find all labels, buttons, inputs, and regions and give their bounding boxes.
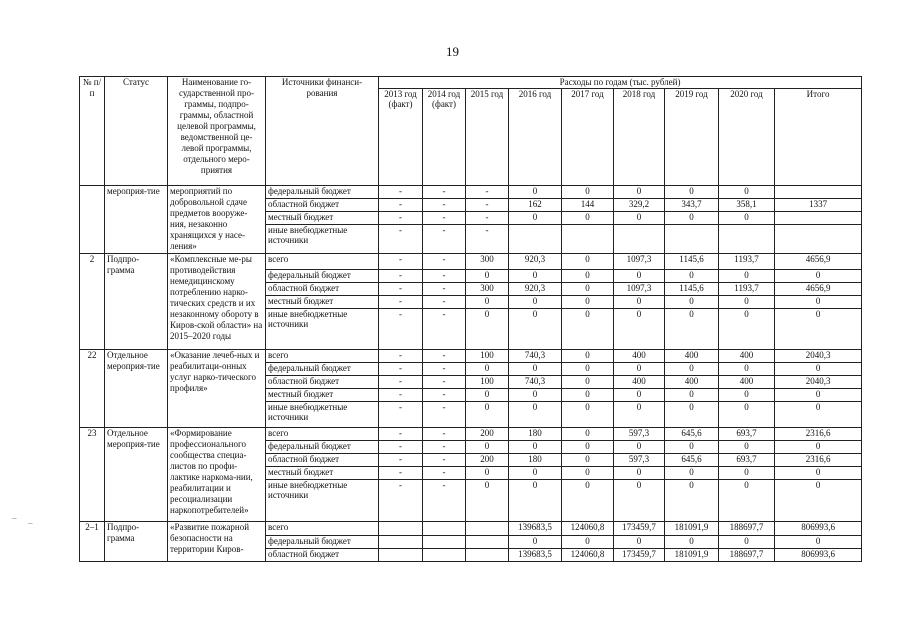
row-value: 400 [665, 349, 719, 362]
row-value: - [379, 282, 423, 295]
row-total: 2316,6 [775, 453, 862, 466]
row-value [614, 224, 665, 253]
row-value: - [379, 349, 423, 362]
row-value: 0 [665, 535, 719, 548]
row-value [379, 548, 423, 561]
row-value [665, 224, 719, 253]
row-num: 2 [80, 253, 105, 349]
row-value: 0 [562, 535, 614, 548]
row-value: 139683,5 [509, 548, 562, 561]
row-value: 1097,3 [614, 282, 665, 295]
row-value [466, 521, 509, 535]
row-value: 0 [719, 211, 775, 224]
row-value: 180 [509, 453, 562, 466]
budget-table [79, 76, 862, 562]
table-row [80, 349, 862, 362]
row-value: 139683,5 [509, 521, 562, 535]
row-value: 645,6 [665, 427, 719, 440]
table-row [80, 521, 862, 535]
row-value: - [423, 479, 466, 521]
row-value: 0 [466, 308, 509, 349]
row-value: - [423, 282, 466, 295]
row-total: 0 [775, 479, 862, 521]
row-source: всего [266, 427, 379, 440]
row-total: 806993,6 [775, 521, 862, 535]
row-value: 181091,9 [665, 521, 719, 535]
row-name: «Комплексные ме-ры противодействия немедицинскому потреблению нарко-тических средств и их незаконному обороту в Киров-ской области» на 2015–2020 годы [168, 253, 266, 349]
row-total: 0 [775, 388, 862, 401]
row-value: - [423, 427, 466, 440]
row-status: Отдельное мероприя-тие [105, 427, 168, 521]
row-value: - [379, 253, 423, 269]
row-value: 597,3 [614, 427, 665, 440]
row-value: - [423, 349, 466, 362]
row-source: областной бюджет [266, 375, 379, 388]
row-value: 920,3 [509, 282, 562, 295]
header-total: Итого [775, 88, 862, 185]
row-source: областной бюджет [266, 453, 379, 466]
row-source: федеральный бюджет [266, 535, 379, 548]
row-name: мероприятий по добровольной сдаче предметов вооруже-ния, незаконно хранящихся у насе-ления» [168, 185, 266, 253]
row-value: - [379, 198, 423, 211]
row-value: 0 [665, 479, 719, 521]
row-value: - [466, 185, 509, 198]
row-value: 0 [614, 401, 665, 427]
row-value: - [379, 401, 423, 427]
header-status: Статус [105, 77, 168, 186]
row-value: 0 [562, 427, 614, 440]
row-total: 0 [775, 308, 862, 349]
row-value [509, 224, 562, 253]
row-value: - [379, 224, 423, 253]
header-row-top [80, 77, 862, 89]
header-year: 2013 год (факт) [379, 88, 423, 185]
row-num [80, 185, 105, 253]
row-value: - [423, 308, 466, 349]
row-total: 0 [775, 466, 862, 479]
row-name: «Развитие пожарной безопасности на территории Киров- [168, 521, 266, 561]
row-source: местный бюджет [266, 295, 379, 308]
header-source: Источники финанси-рования [266, 77, 379, 186]
row-value: - [379, 211, 423, 224]
row-value: 0 [719, 466, 775, 479]
row-value: 100 [466, 349, 509, 362]
row-value: 1145,6 [665, 282, 719, 295]
row-value: - [466, 224, 509, 253]
row-value: 0 [614, 388, 665, 401]
row-value: 1097,3 [614, 253, 665, 269]
row-source: иные внебюджетные источники [266, 401, 379, 427]
row-value: 144 [562, 198, 614, 211]
row-total: 2316,6 [775, 427, 862, 440]
row-value: 0 [719, 362, 775, 375]
row-value: - [466, 211, 509, 224]
row-value [379, 521, 423, 535]
row-value: 400 [719, 349, 775, 362]
row-value [466, 535, 509, 548]
row-value: - [379, 375, 423, 388]
row-value: 0 [562, 362, 614, 375]
row-total: 806993,6 [775, 548, 862, 561]
row-value: 0 [614, 440, 665, 453]
row-source: местный бюджет [266, 211, 379, 224]
row-value [423, 521, 466, 535]
row-value: 0 [562, 479, 614, 521]
row-value: 0 [719, 269, 775, 282]
row-value: 0 [466, 362, 509, 375]
row-value: 400 [614, 349, 665, 362]
row-value: 0 [466, 466, 509, 479]
row-source: иные внебюджетные источники [266, 224, 379, 253]
row-source: местный бюджет [266, 388, 379, 401]
table-row [80, 185, 862, 198]
row-value: 0 [466, 269, 509, 282]
row-value: - [423, 224, 466, 253]
row-value: 0 [665, 211, 719, 224]
header-expenses: Расходы по годам (тыс. рублей) [379, 77, 862, 89]
row-value: 0 [665, 440, 719, 453]
row-value: 343,7 [665, 198, 719, 211]
row-value: 300 [466, 253, 509, 269]
row-total: 0 [775, 295, 862, 308]
row-value: 0 [665, 388, 719, 401]
row-value: - [379, 362, 423, 375]
row-value: 0 [719, 308, 775, 349]
header-year: 2016 год [509, 88, 562, 185]
header-year: 2019 год [665, 88, 719, 185]
header-year: 2020 год [719, 88, 775, 185]
page-number: 19 [446, 44, 459, 59]
row-value: 0 [562, 211, 614, 224]
row-value: 0 [509, 362, 562, 375]
row-value: 597,3 [614, 453, 665, 466]
row-value: 100 [466, 375, 509, 388]
row-value: 0 [614, 308, 665, 349]
row-value: - [379, 479, 423, 521]
header-year: 2017 год [562, 88, 614, 185]
row-total [775, 185, 862, 198]
row-status: Подпро-грамма [105, 521, 168, 561]
row-value [423, 535, 466, 548]
margin-dash: – [12, 513, 17, 523]
row-value: 358,1 [719, 198, 775, 211]
row-value: 0 [719, 295, 775, 308]
row-value: 0 [509, 185, 562, 198]
row-total: 4656,9 [775, 282, 862, 295]
row-value: 400 [614, 375, 665, 388]
row-value: 0 [509, 401, 562, 427]
row-value: 0 [614, 466, 665, 479]
row-source: всего [266, 253, 379, 269]
row-value: 693,7 [719, 453, 775, 466]
row-value: - [423, 440, 466, 453]
row-total: 4656,9 [775, 253, 862, 269]
row-value: 0 [719, 479, 775, 521]
row-value: 300 [466, 282, 509, 295]
row-value: 181091,9 [665, 548, 719, 561]
row-value: 645,6 [665, 453, 719, 466]
row-value [719, 224, 775, 253]
row-value: 0 [665, 362, 719, 375]
margin-dash: – [28, 518, 33, 528]
row-total: 2040,3 [775, 349, 862, 362]
row-value: - [423, 466, 466, 479]
row-value [562, 224, 614, 253]
row-value: - [423, 253, 466, 269]
row-value: 693,7 [719, 427, 775, 440]
row-total: 1337 [775, 198, 862, 211]
row-value: 162 [509, 198, 562, 211]
row-value: - [379, 388, 423, 401]
row-value: 0 [665, 308, 719, 349]
table-row [80, 253, 862, 269]
row-value: 0 [614, 185, 665, 198]
row-source: всего [266, 349, 379, 362]
row-value: 200 [466, 427, 509, 440]
row-num: 23 [80, 427, 105, 521]
row-value: 1193,7 [719, 282, 775, 295]
row-value: 0 [509, 308, 562, 349]
row-value: - [423, 198, 466, 211]
row-value: 0 [562, 253, 614, 269]
row-value: 0 [614, 211, 665, 224]
row-value: - [423, 295, 466, 308]
row-value: 0 [509, 466, 562, 479]
row-value: 0 [665, 401, 719, 427]
row-value: 0 [509, 535, 562, 548]
row-value: 0 [562, 401, 614, 427]
row-value: - [379, 269, 423, 282]
row-source: областной бюджет [266, 548, 379, 561]
row-value: 400 [719, 375, 775, 388]
row-value: 0 [509, 295, 562, 308]
row-value: - [379, 308, 423, 349]
row-total [775, 224, 862, 253]
row-source: федеральный бюджет [266, 185, 379, 198]
row-value: 0 [466, 388, 509, 401]
row-source: местный бюджет [266, 466, 379, 479]
row-value: 0 [614, 269, 665, 282]
row-value: 0 [466, 295, 509, 308]
row-value: 0 [562, 269, 614, 282]
row-value: 1193,7 [719, 253, 775, 269]
row-value: - [379, 185, 423, 198]
row-source: федеральный бюджет [266, 362, 379, 375]
row-value: 0 [509, 479, 562, 521]
row-value: 0 [719, 388, 775, 401]
row-value: 0 [562, 375, 614, 388]
row-value: - [379, 453, 423, 466]
header-num: № п/п [80, 77, 105, 186]
row-value: - [379, 427, 423, 440]
row-value: - [423, 269, 466, 282]
row-value: 0 [562, 349, 614, 362]
row-value: - [379, 295, 423, 308]
row-value: 124060,8 [562, 548, 614, 561]
row-total [775, 211, 862, 224]
row-value: 0 [466, 401, 509, 427]
row-status: Отдельное мероприя-тие [105, 349, 168, 427]
row-value: 0 [562, 453, 614, 466]
row-value: 188697,7 [719, 548, 775, 561]
row-value: 0 [509, 440, 562, 453]
row-value: 0 [665, 269, 719, 282]
row-value: 920,3 [509, 253, 562, 269]
row-source: иные внебюджетные источники [266, 308, 379, 349]
row-value: 0 [665, 295, 719, 308]
row-value: 0 [466, 440, 509, 453]
row-value: 200 [466, 453, 509, 466]
row-value: 0 [719, 185, 775, 198]
row-value: 0 [562, 466, 614, 479]
row-source: иные внебюджетные источники [266, 479, 379, 521]
row-value: 0 [562, 388, 614, 401]
header-year: 2018 год [614, 88, 665, 185]
row-value: - [423, 375, 466, 388]
row-total: 0 [775, 535, 862, 548]
row-value: 1145,6 [665, 253, 719, 269]
row-source: федеральный бюджет [266, 269, 379, 282]
row-total: 0 [775, 362, 862, 375]
row-value: 124060,8 [562, 521, 614, 535]
row-value: 0 [719, 440, 775, 453]
row-value: 0 [562, 308, 614, 349]
row-status: мероприя-тие [105, 185, 168, 253]
row-value: - [423, 185, 466, 198]
row-value: 400 [665, 375, 719, 388]
row-value: 0 [509, 211, 562, 224]
row-value: 0 [509, 269, 562, 282]
row-status: Подпро-грамма [105, 253, 168, 349]
row-value: - [423, 362, 466, 375]
row-value: 180 [509, 427, 562, 440]
row-value: 0 [614, 535, 665, 548]
row-value: - [423, 453, 466, 466]
row-value: 173459,7 [614, 548, 665, 561]
row-value: - [423, 388, 466, 401]
header-year: 2015 год [466, 88, 509, 185]
row-value: 0 [614, 362, 665, 375]
row-value: - [466, 198, 509, 211]
row-value: 0 [719, 401, 775, 427]
row-value: 0 [665, 185, 719, 198]
table-row [80, 427, 862, 440]
row-value: 740,3 [509, 375, 562, 388]
row-value: 0 [665, 466, 719, 479]
row-total: 0 [775, 401, 862, 427]
row-source: федеральный бюджет [266, 440, 379, 453]
row-value: 0 [614, 295, 665, 308]
row-value [466, 548, 509, 561]
row-value: 173459,7 [614, 521, 665, 535]
row-value: - [423, 211, 466, 224]
row-value [379, 535, 423, 548]
row-value: 0 [719, 535, 775, 548]
header-name: Наименование го-сударственной про-граммы, подпро-граммы, областной целевой программы, ведомственной це-левой программы, отдельного меро-приятия [168, 77, 266, 186]
row-value: 0 [614, 479, 665, 521]
row-value: 0 [562, 282, 614, 295]
row-total: 2040,3 [775, 375, 862, 388]
row-name: «Формирование профессионального сообщества специа-листов по профи-лактике наркома-нии, реабилитации и ресоциализации наркопотребителей» [168, 427, 266, 521]
row-source: областной бюджет [266, 198, 379, 211]
row-value [423, 548, 466, 561]
row-value: - [379, 440, 423, 453]
row-value: 329,2 [614, 198, 665, 211]
table-body [80, 185, 862, 561]
row-total: 0 [775, 269, 862, 282]
row-source: областной бюджет [266, 282, 379, 295]
row-value: 0 [562, 295, 614, 308]
row-value: - [379, 466, 423, 479]
row-value: 740,3 [509, 349, 562, 362]
row-value: 0 [466, 479, 509, 521]
row-num: 22 [80, 349, 105, 427]
row-value: 0 [562, 185, 614, 198]
row-name: «Оказание лечеб-ных и реабилитаци-онных услуг нарко-тического профиля» [168, 349, 266, 427]
row-value: 188697,7 [719, 521, 775, 535]
row-value: 0 [509, 388, 562, 401]
header-year: 2014 год (факт) [423, 88, 466, 185]
row-num: 2–1 [80, 521, 105, 561]
row-source: всего [266, 521, 379, 535]
row-total: 0 [775, 440, 862, 453]
row-value: 0 [562, 440, 614, 453]
row-value: - [423, 401, 466, 427]
